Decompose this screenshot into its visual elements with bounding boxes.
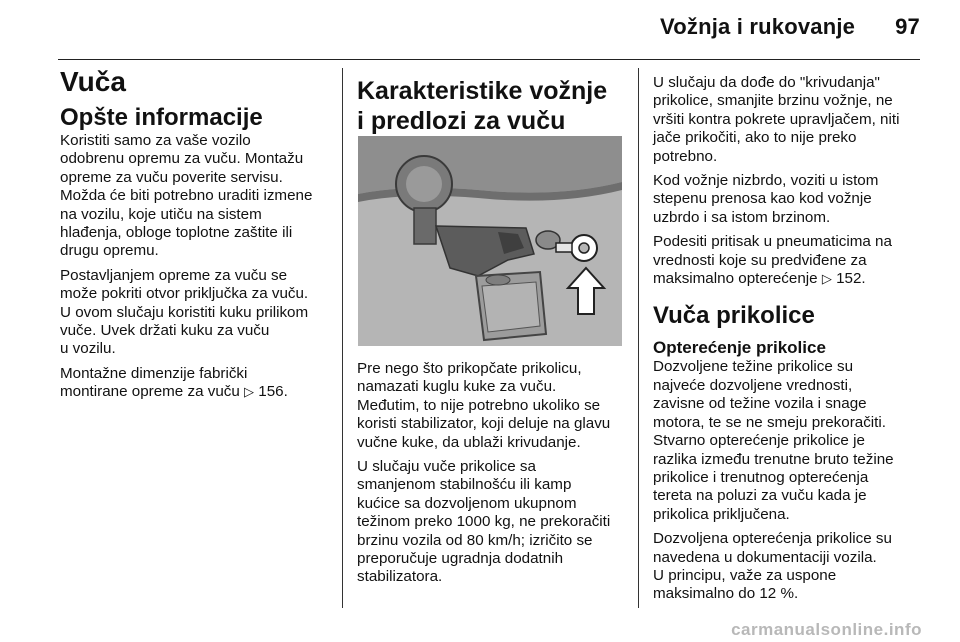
socket-cap bbox=[486, 275, 510, 285]
column-2 bbox=[357, 76, 623, 142]
page-reference[interactable]: 156. bbox=[258, 383, 288, 401]
column-divider bbox=[342, 68, 343, 608]
section-heading-driving-tips: Karakteristike vožnje i predlozi za vuču bbox=[357, 77, 608, 135]
column-1 bbox=[60, 66, 328, 408]
paragraph: Pre nego što prikopčate prikolicu, namazati kuglu kuke za vuču. Međutim, to nije potrebno ukoliko se koristi stabilizator, koji deluje na glavu vučne kuke, da ublaži krivudanje. bbox=[357, 360, 611, 451]
page-reference-icon: ▷ bbox=[821, 271, 832, 287]
towbar-illustration bbox=[358, 136, 622, 346]
page-reference-icon: ▷ bbox=[244, 384, 255, 400]
paragraph: Postavljanjem opreme za vuču se može pokriti otvor priključka za vuču. U ovom slučaju koristiti kuku prilikom vuče. Uvek držati kuku za vuču u vozilu. bbox=[60, 266, 309, 358]
paragraph: Kod vožnje nizbrdo, voziti u istom stepenu prenosa kao kod vožnje uzbrdo i sa istom brzinom. bbox=[653, 172, 879, 226]
section-heading-vuca: Vuča bbox=[60, 66, 126, 97]
paragraph: Dozvoljene težine prikolice su najveće dozvoljene vrednosti, zavisne od težine vozila i snage motora, te se ne smeju prekoračiti. Stvarno opterećenje prikolice je razlika između trenutne bruto težine prikolice i trenutnog opterećenja tereta na poluzi za vuču kada je prikolica priključena. bbox=[653, 358, 894, 523]
page-reference[interactable]: 152. bbox=[836, 270, 866, 288]
page-number: 97 bbox=[895, 14, 920, 39]
watermark: carmanualsonline.info bbox=[731, 620, 922, 639]
key-blade bbox=[556, 243, 572, 252]
subheading-trailer-load: Opterećenje prikolice bbox=[653, 338, 826, 358]
paragraph-text: Montažne dimenzije fabrički montirane opreme za vuču bbox=[60, 364, 248, 401]
tow-bar bbox=[436, 226, 534, 276]
column-divider bbox=[638, 68, 639, 608]
column-3 bbox=[653, 74, 925, 610]
towbar-illustration-drawing bbox=[358, 136, 622, 346]
page-header bbox=[660, 14, 920, 40]
paragraph-with-reference bbox=[653, 233, 925, 288]
key-hole bbox=[579, 243, 589, 253]
paragraph-with-reference bbox=[60, 365, 328, 402]
insert-key-arrow bbox=[568, 268, 604, 314]
paragraph-text: Podesiti pritisak u pneumaticima na vrednosti koje su predviđene za maksimalno opterećenje bbox=[653, 233, 892, 288]
paragraph: Dozvoljena opterećenja prikolice su navedena u dokumentaciji vozila. U principu, važe za uspone maksimalno do 12 %. bbox=[653, 530, 892, 603]
subheading-general-info: Opšte informacije bbox=[60, 104, 263, 131]
section-heading-trailer-towing: Vuča prikolice bbox=[653, 302, 815, 330]
paragraph: Koristiti samo za vaše vozilo odobrenu opremu za vuču. Montažu opreme za vuču poverite servisu. Možda će biti potrebno uraditi izmene na vozilu, koje utiču na sistem hlađenja, obloge toplotne zaštite ili drugu opremu. bbox=[60, 132, 313, 260]
socket-housing-face bbox=[482, 282, 540, 332]
paragraph: U slučaju vuče prikolice sa smanjenom stabilnošću ili kamp kućice sa dozvoljenom ukupnom težinom preko 1000 kg, ne prekoračiti brzinu vozila od 80 km/h; izričito se preporučuje ugradnja dodatnih stabilizatora. bbox=[357, 458, 611, 586]
header-rule bbox=[58, 59, 920, 60]
chapter-title: Vožnja i rukovanje bbox=[659, 14, 856, 39]
tow-ball-highlight bbox=[406, 166, 442, 202]
paragraph: U slučaju da dođe do "krivudanja" prikolice, smanjite brzinu vožnje, ne vršiti kontra pokrete upravljačem, niti jače prikočiti, ako to nije preko potrebno. bbox=[653, 74, 900, 165]
column-2-text bbox=[357, 360, 623, 593]
tow-neck bbox=[414, 208, 436, 244]
